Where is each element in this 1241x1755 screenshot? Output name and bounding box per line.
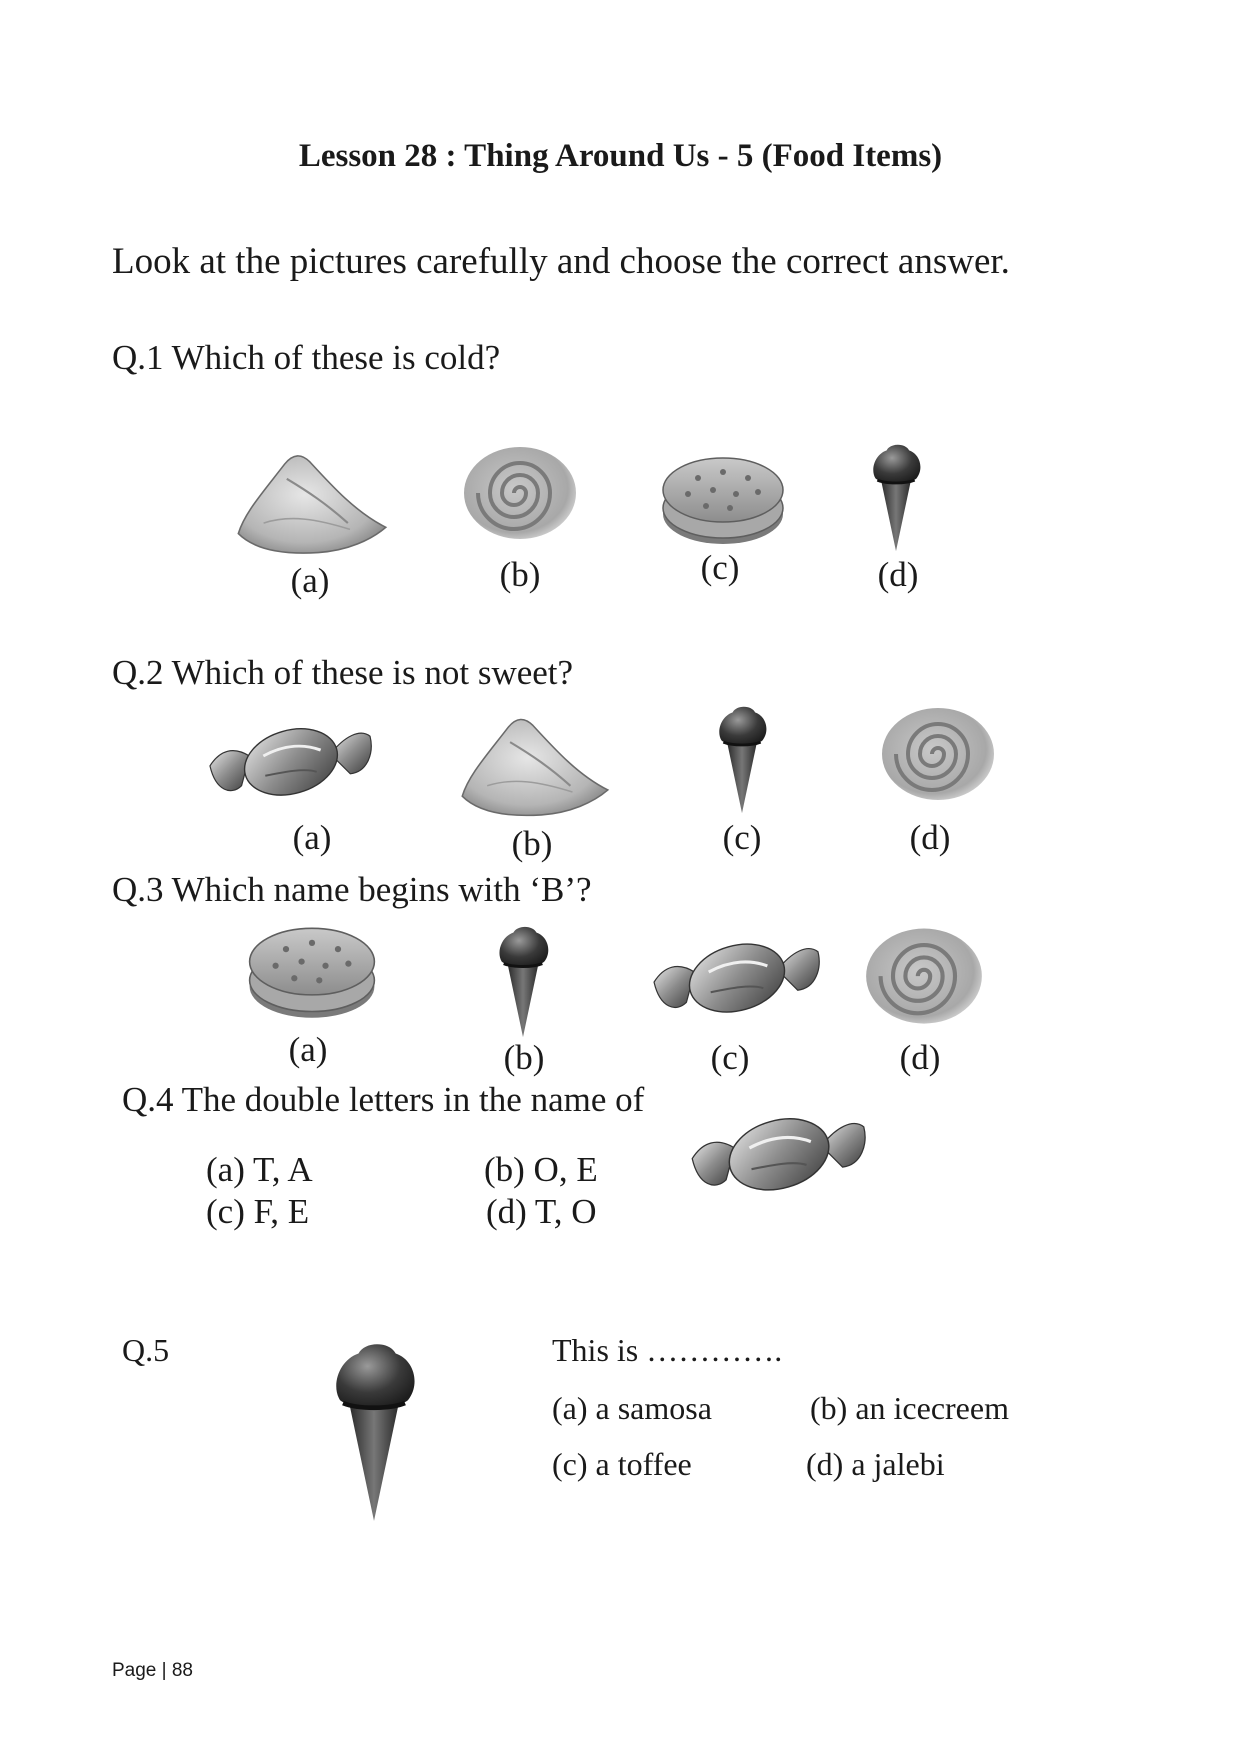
q4-option-a[interactable]: (a) T, A (206, 1150, 313, 1189)
q4-option-c[interactable]: (c) F, E (206, 1192, 310, 1231)
q5-option-b[interactable]: (b) an icecreem (810, 1390, 1009, 1426)
q5-option-a[interactable]: (a) a samosa (552, 1390, 712, 1426)
jalebi-icon (460, 440, 580, 542)
icecream-icon (714, 700, 770, 818)
biscuit-icon (656, 450, 790, 550)
question-4: Q.4 The double letters in the name of (122, 1080, 645, 1119)
toffee-icon (206, 706, 374, 806)
q1-option-b[interactable]: (b) (499, 555, 541, 594)
q2-option-c[interactable]: (c) (722, 818, 762, 857)
jalebi-icon (862, 922, 986, 1026)
question-5-label: Q.5 (122, 1332, 170, 1368)
q2-option-d[interactable]: (d) (909, 818, 951, 857)
question-2: Q.2 Which of these is not sweet? (112, 653, 574, 692)
q4-option-b[interactable]: (b) O, E (484, 1150, 598, 1189)
q3-option-a[interactable]: (a) (288, 1030, 328, 1069)
samosa-icon (456, 712, 612, 818)
q2-option-a[interactable]: (a) (292, 818, 332, 857)
q1-option-c[interactable]: (c) (700, 548, 740, 587)
q2-option-b[interactable]: (b) (511, 824, 553, 863)
q5-option-d[interactable]: (d) a jalebi (806, 1446, 945, 1482)
q3-option-b[interactable]: (b) (503, 1038, 545, 1077)
q1-option-a[interactable]: (a) (290, 561, 330, 600)
biscuit-icon (244, 920, 380, 1024)
q3-option-c[interactable]: (c) (710, 1038, 750, 1077)
icecream-icon (868, 438, 924, 556)
icecream-icon (312, 1338, 436, 1524)
question-5-prompt: This is …………. (552, 1332, 783, 1368)
q4-option-d[interactable]: (d) T, O (486, 1192, 597, 1231)
toffee-icon (688, 1090, 868, 1206)
icecream-icon (494, 920, 552, 1042)
page-footer: Page | 88 (112, 1660, 194, 1681)
question-3: Q.3 Which name begins with ‘B’? (112, 870, 592, 909)
instructions: Look at the pictures carefully and choose the correct answer. (112, 241, 1010, 282)
jalebi-icon (878, 702, 998, 802)
q1-option-d[interactable]: (d) (877, 555, 919, 594)
q5-option-c[interactable]: (c) a toffee (552, 1446, 692, 1482)
lesson-title: Lesson 28 : Thing Around Us - 5 (Food Items) (298, 138, 943, 174)
question-1: Q.1 Which of these is cold? (112, 338, 501, 377)
toffee-icon (650, 920, 822, 1024)
samosa-icon (232, 448, 390, 556)
q3-option-d[interactable]: (d) (899, 1038, 941, 1077)
